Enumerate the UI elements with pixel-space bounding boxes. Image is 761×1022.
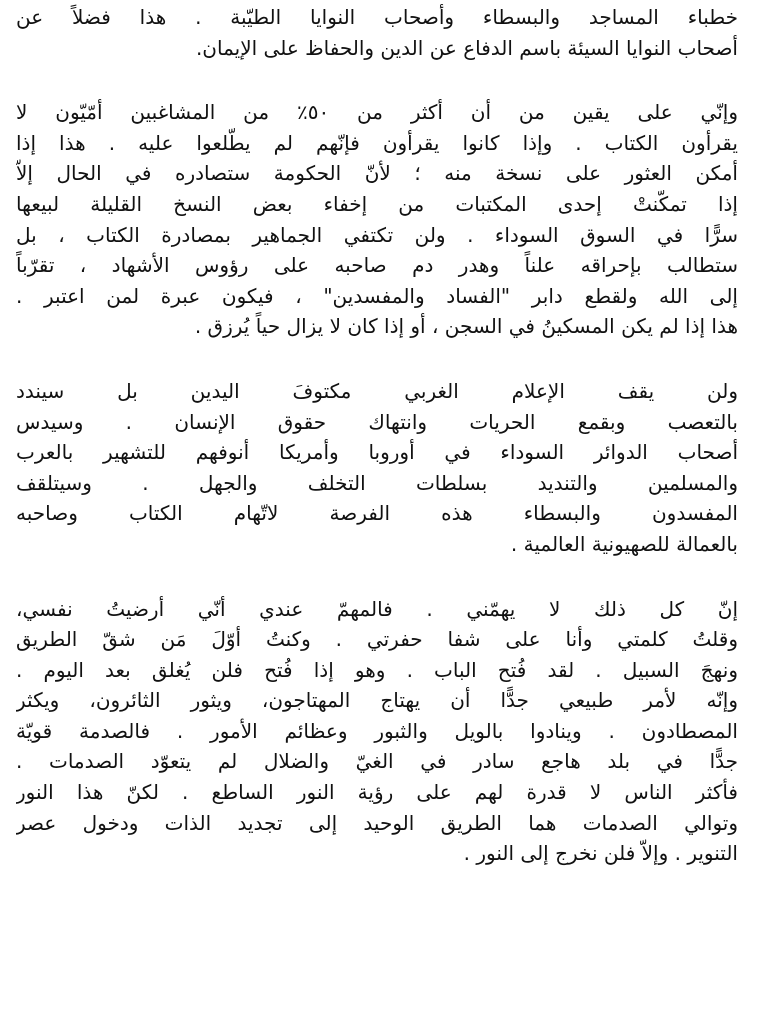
text-line: المصطادون . وينادوا بالويل والثبور وعظائم الأمور . فالصدمة قويّة xyxy=(16,718,738,743)
paragraph-gap xyxy=(16,63,738,97)
text-line: ستطالب بإحراقه علناً وهدر دم صاحبه على رؤوس الأشهاد ، تقرّباً xyxy=(16,253,738,278)
text-line: يقرأون الكتاب . وإذا كانوا يقرأون فإنّهم لم يطّلعوا عليه . هذا إذا xyxy=(16,130,738,155)
text-line: ونهجَ السبيل . لقد فُتح الباب . وهو إذا فُتح فلن يُغلق بعد اليوم . xyxy=(16,657,738,682)
text-line: هذا إذا لم يكن المسكينُ في السجن ، أو إذا كان لا يزال حياً يُرزق . xyxy=(194,314,738,339)
text-line: وتوالي الصدمات هما الطريق الوحيد إلى تجديد الذات ودخول عصر xyxy=(16,810,738,835)
text-line: فأكثر الناس لا قدرة لهم على رؤية النور الساطع . لكنّ هذا النور xyxy=(16,780,738,805)
text-line: بالعمالة للصهيونية العالمية . xyxy=(510,531,738,556)
text-line: خطباء المساجد والبسطاء وأصحاب النوايا الطيّبة . هذا فضلاً عن xyxy=(16,5,738,29)
document-page xyxy=(16,2,738,1018)
text-line: إنّ كل ذلك لا يهمّني . فالمهمّ عندي أنّي أرضيتُ نفسي، xyxy=(16,596,738,621)
paragraph-gap xyxy=(16,560,738,594)
paragraph-4 xyxy=(16,594,738,869)
text-line: جدًّا في بلد هاجع سادر في الغيّ والضلال لم يتعوّد الصدمات . xyxy=(16,749,738,774)
paragraph-gap xyxy=(16,342,738,376)
text-line: وقلتُ كلمتي وأنا على شفا حفرتي . وكنتُ أوّلَ مَن شقّ الطريق xyxy=(16,627,738,652)
text-line: إلى الله ولقطع دابر "الفساد والمفسدين" ، فيكون عبرة لمن اعتبر . xyxy=(16,283,738,308)
text-line: أصحاب النوايا السيئة باسم الدفاع عن الدين والحفاظ على الإيمان. xyxy=(195,35,738,60)
text-line: والمسلمين والتنديد بسلطات التخلف والجهل . وسيتلقف xyxy=(16,470,738,495)
paragraph-3 xyxy=(16,376,738,560)
text-line: بالتعصب وبقمع الحريات وانتهاك حقوق الإنسان . وسيدس xyxy=(16,409,738,434)
text-line: التنوير . وإلاّ فلن نخرج إلى النور . xyxy=(463,841,738,866)
paragraph-2 xyxy=(16,97,738,342)
text-line: وإنّي على يقين من أن أكثر من ٥٠٪ من المشاغبين أمّيّون لا xyxy=(16,100,738,125)
text-line: ولن يقف الإعلام الغربي مكتوفَ اليدين بل سيندد xyxy=(16,378,738,403)
text-line: سرًّا في السوق السوداء . ولن تكتفي الجماهير بمصادرة الكتاب ، بل xyxy=(16,222,738,247)
text-line: المفسدون والبسطاء هذه الفرصة لاتّهام الكتاب وصاحبه xyxy=(16,501,738,526)
paragraph-1 xyxy=(16,2,738,63)
text-line: إذا تمكّنتْ إحدى المكتبات من إخفاء بعض النسخ القليلة لبيعها xyxy=(16,191,738,216)
text-line: وإنّه لأمر طبيعي جدًّا أن يهتاج المهتاجون، ويثور الثائرون، ويكثر xyxy=(16,688,738,713)
text-line: أمكن العثور على نسخة منه ؛ لأنّ الحكومة ستصادره في الحال إلاّ xyxy=(16,161,738,186)
text-line: أصحاب الدوائر السوداء في أوروبا وأمريكا أنوفهم للتشهير بالعرب xyxy=(16,440,738,465)
